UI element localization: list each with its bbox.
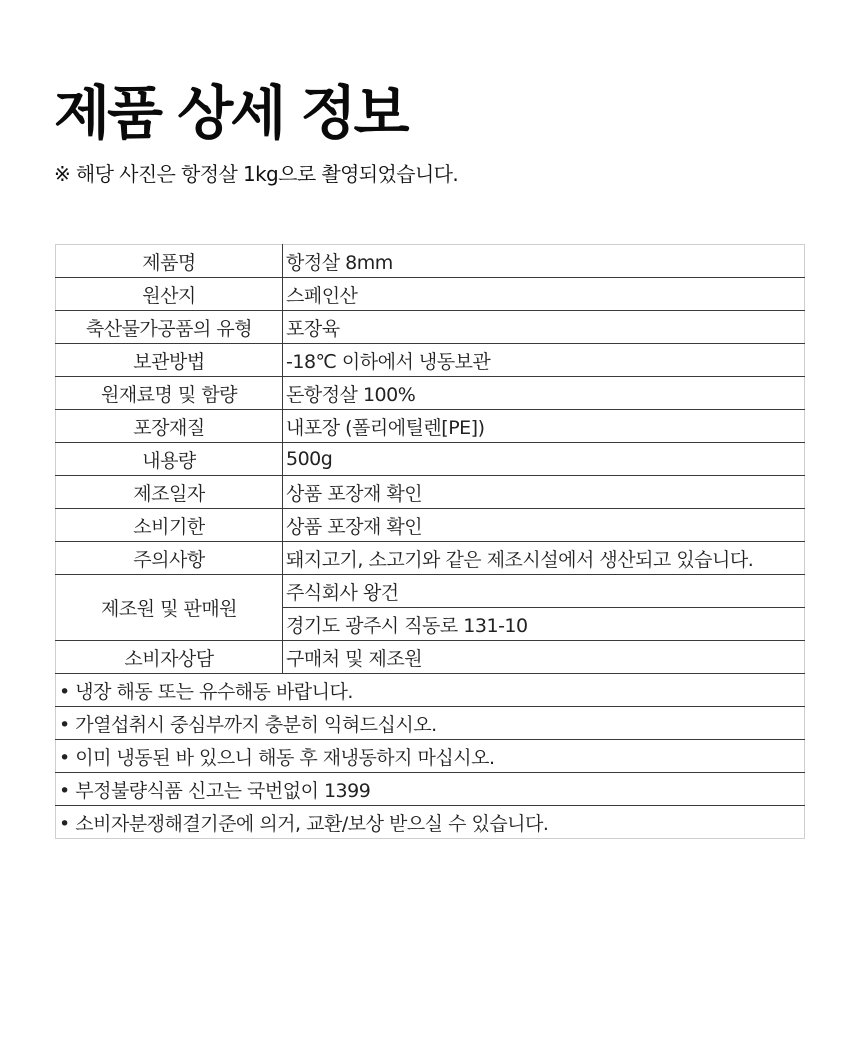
table-row-manufacturer	[56, 575, 805, 608]
manufacturer-company: 주식회사 왕건	[283, 575, 805, 608]
row-value: 돼지고기, 소고기와 같은 제조시설에서 생산되고 있습니다.	[283, 542, 805, 575]
table-row-product-type	[56, 311, 805, 344]
table-row-storage	[56, 344, 805, 377]
notice-text: • 부정불량식품 신고는 국번없이 1399	[56, 773, 805, 806]
row-label: 주의사항	[56, 542, 283, 575]
manufacturer-address: 경기도 광주시 직동로 131-10	[283, 608, 805, 641]
table-row-packaging	[56, 410, 805, 443]
notice-text: • 냉장 해동 또는 유수해동 바랍니다.	[56, 674, 805, 707]
row-label: 보관방법	[56, 344, 283, 377]
notice-row	[56, 806, 805, 839]
row-label: 제조원 및 판매원	[56, 575, 283, 641]
table-row-manufacture-date	[56, 476, 805, 509]
row-value: 구매처 및 제조원	[283, 641, 805, 674]
row-label: 포장재질	[56, 410, 283, 443]
row-label: 축산물가공품의 유형	[56, 311, 283, 344]
row-value: 항정살 8mm	[283, 245, 805, 278]
row-value: 상품 포장재 확인	[283, 476, 805, 509]
row-label: 소비자상담	[56, 641, 283, 674]
notice-row	[56, 773, 805, 806]
notice-row	[56, 674, 805, 707]
row-value: 500g	[283, 443, 805, 476]
notice-text: • 소비자분쟁해결기준에 의거, 교환/보상 받으실 수 있습니다.	[56, 806, 805, 839]
row-label: 원산지	[56, 278, 283, 311]
photo-note: ※ 해당 사진은 항정살 1kg으로 촬영되었습니다.	[54, 162, 459, 186]
row-label: 소비기한	[56, 509, 283, 542]
notice-row	[56, 707, 805, 740]
table-row-caution	[56, 542, 805, 575]
row-value: 상품 포장재 확인	[283, 509, 805, 542]
table-row-ingredients	[56, 377, 805, 410]
notice-row	[56, 740, 805, 773]
table-row-expiry	[56, 509, 805, 542]
notice-text: • 가열섭취시 중심부까지 충분히 익혀드십시오.	[56, 707, 805, 740]
table-row-consult	[56, 641, 805, 674]
table-row-net-weight	[56, 443, 805, 476]
page-title: 제품 상세 정보	[54, 79, 407, 147]
row-value: 포장육	[283, 311, 805, 344]
row-value: 스페인산	[283, 278, 805, 311]
row-value: 내포장 (폴리에틸렌[PE])	[283, 410, 805, 443]
row-label: 제품명	[56, 245, 283, 278]
table-row-product-name	[56, 245, 805, 278]
row-value: 돈항정살 100%	[283, 377, 805, 410]
product-info-table	[55, 244, 805, 839]
row-value: -18℃ 이하에서 냉동보관	[283, 344, 805, 377]
row-label: 원재료명 및 함량	[56, 377, 283, 410]
row-label: 제조일자	[56, 476, 283, 509]
notice-text: • 이미 냉동된 바 있으니 해동 후 재냉동하지 마십시오.	[56, 740, 805, 773]
table-row-origin	[56, 278, 805, 311]
row-label: 내용량	[56, 443, 283, 476]
